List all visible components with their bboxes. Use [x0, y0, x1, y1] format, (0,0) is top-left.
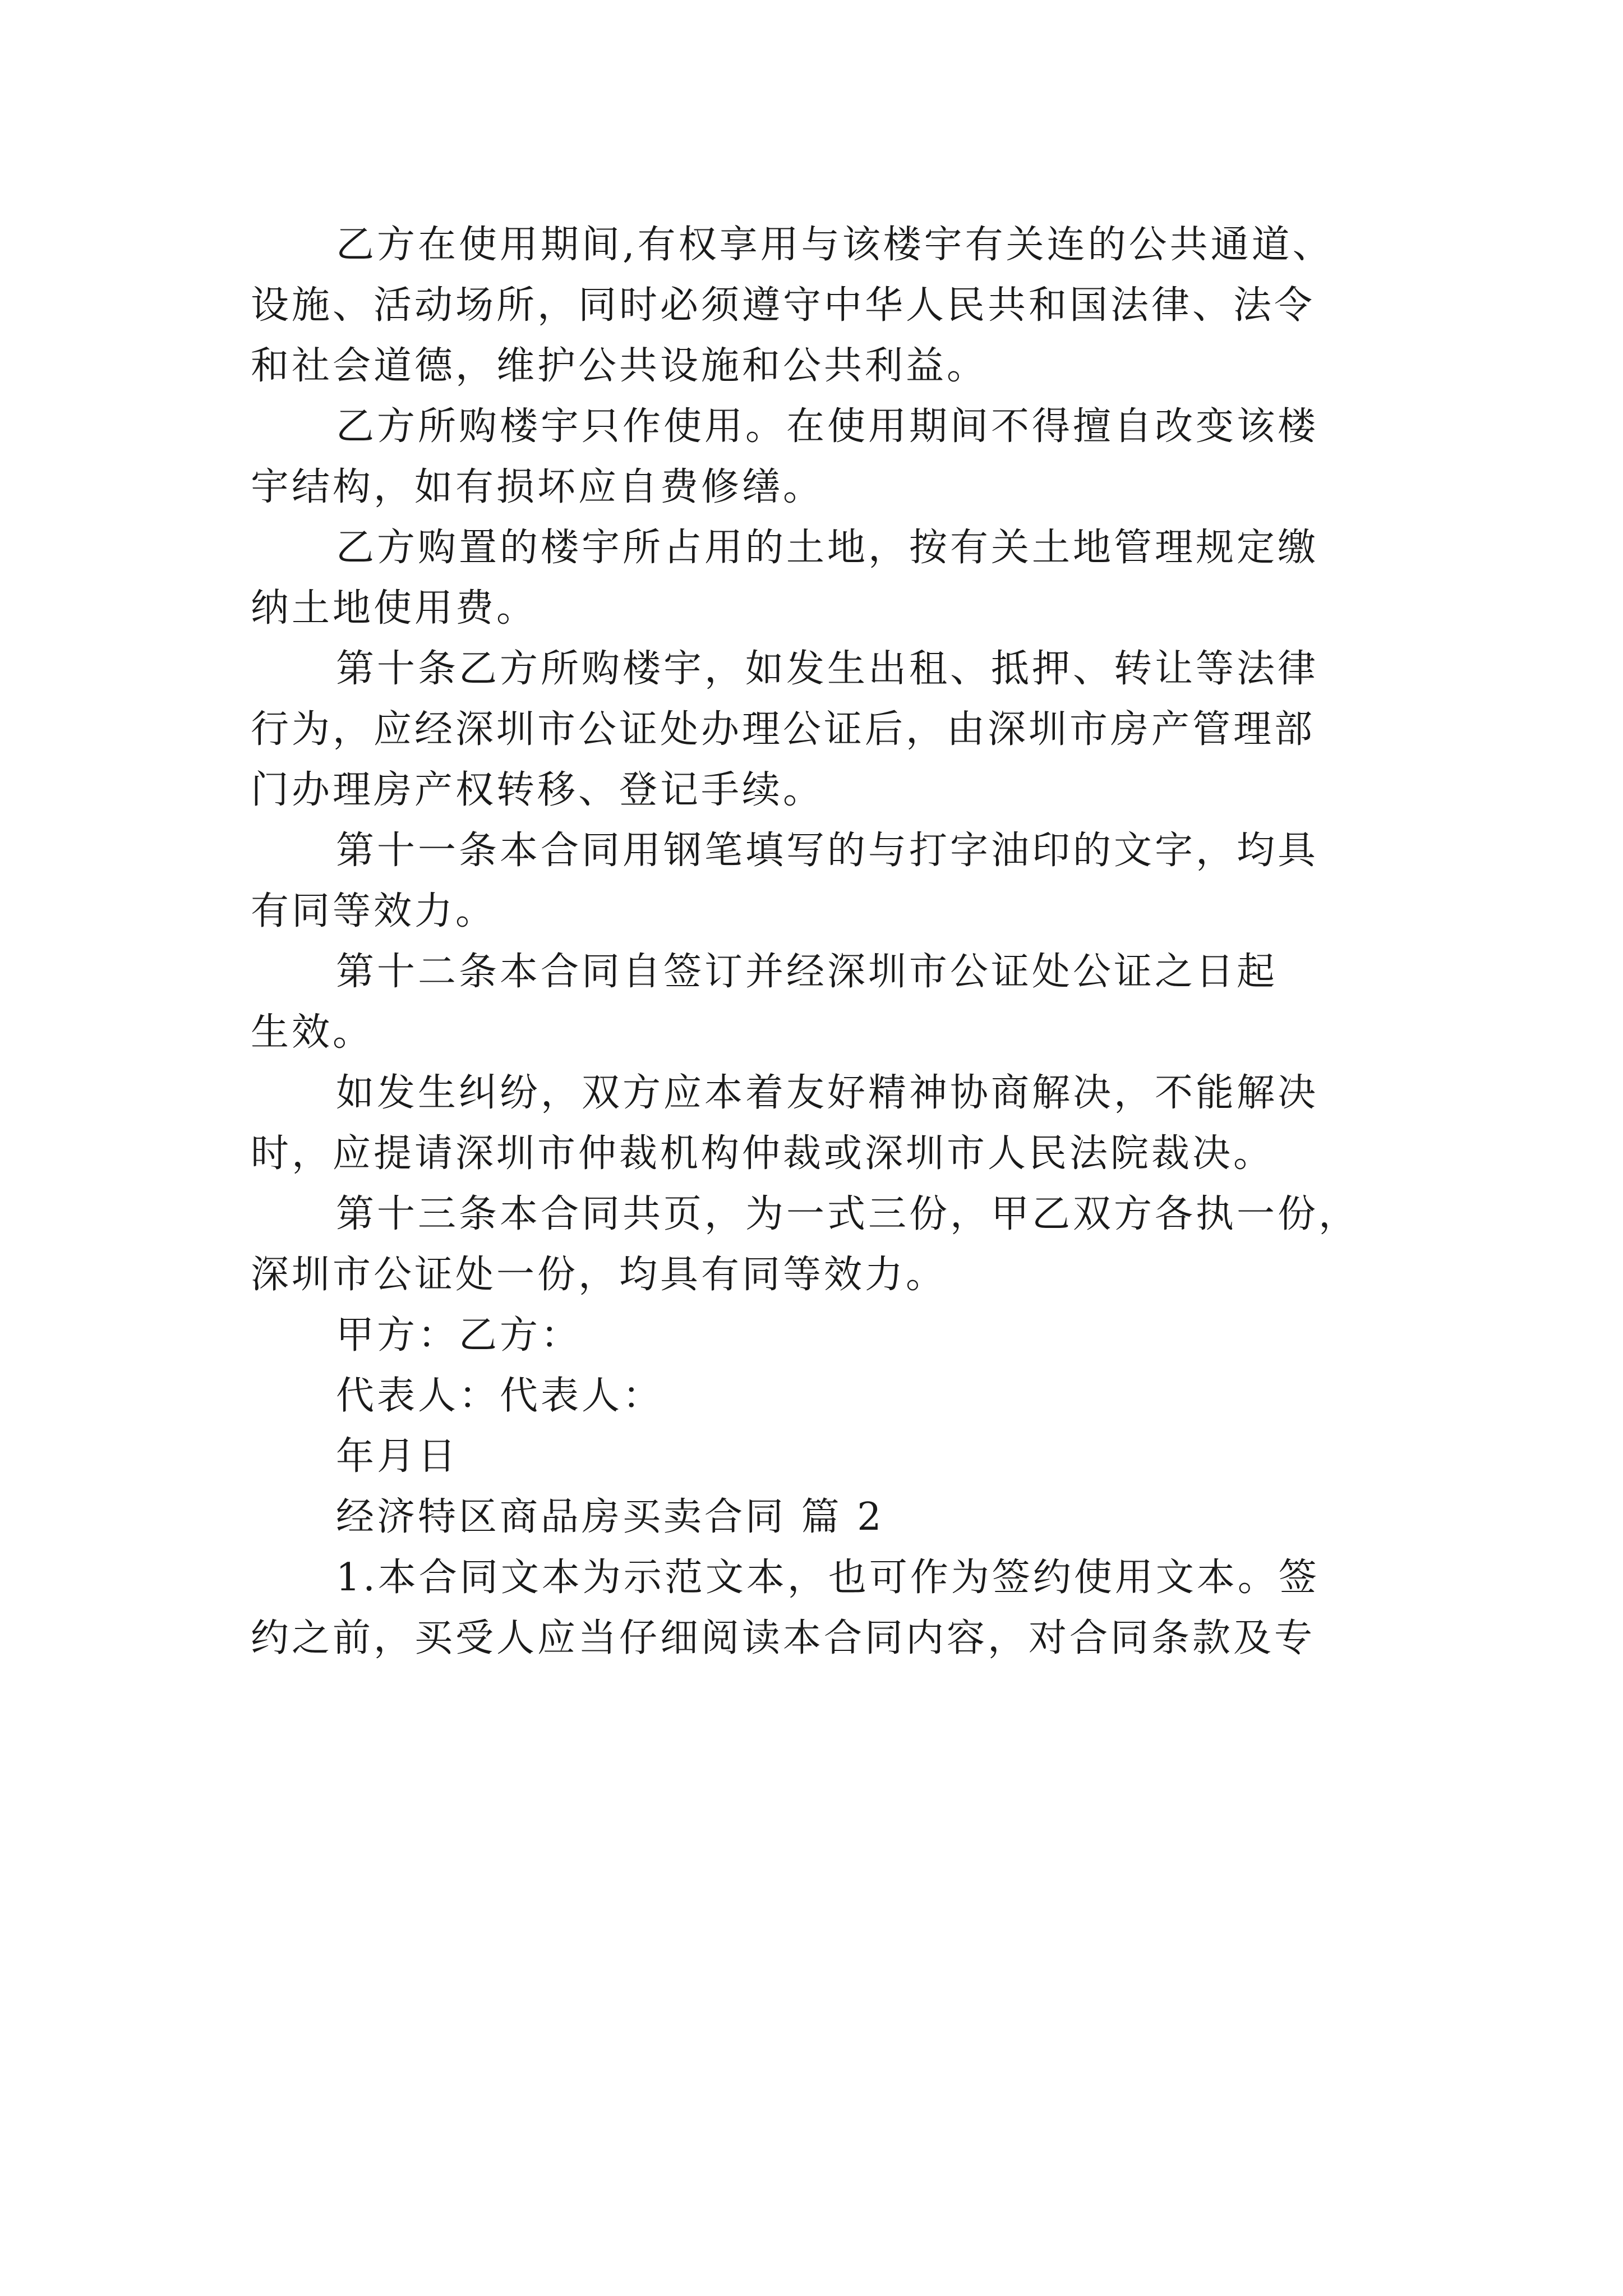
text-line: 约之前，买受人应当仔细阅读本合同内容，对合同条款及专 — [251, 1616, 1316, 1660]
section-heading: 经济特区商品房买卖合同 篇 2 — [336, 1495, 884, 1539]
text-line: 第十一条本合同用钢笔填写的与打字油印的文字，均具 — [336, 829, 1319, 873]
text-line: 乙方在使用期间,有权享用与该楼宇有关连的公共通道、 — [336, 223, 1334, 267]
text-line: 和社会道德，维护公共设施和公共利益。 — [251, 344, 988, 388]
text-line: 乙方购置的楼宇所占用的土地，按有关土地管理规定缴 — [336, 526, 1319, 570]
text-line: 纳土地使用费。 — [251, 586, 538, 631]
text-line: 第十三条本合同共页，为一式三份，甲乙双方各执一份， — [336, 1192, 1360, 1236]
text-line: 第十条乙方所购楼宇，如发生出租、抵押、转让等法律 — [336, 647, 1319, 691]
text-line: 设施、活动场所，同时必须遵守中华人民共和国法律、法令 — [251, 283, 1316, 328]
text-line: 深圳市公证处一份，均具有同等效力。 — [251, 1253, 947, 1297]
text-line: 第十二条本合同自签订并经深圳市公证处公证之日起 — [336, 950, 1278, 994]
text-line: 有同等效力。 — [251, 889, 497, 933]
text-line: 生效。 — [251, 1010, 374, 1055]
text-line: 1.本合同文本为示范文本，也可作为签约使用文本。签 — [336, 1556, 1320, 1600]
text-line: 门办理房产权转移、登记手续。 — [251, 768, 824, 812]
signature-party-line: 甲方：乙方： — [336, 1313, 582, 1358]
text-line: 行为，应经深圳市公证处办理公证后，由深圳市房产管理部 — [251, 707, 1316, 752]
text-line: 宇结构，如有损坏应自费修缮。 — [251, 465, 824, 509]
text-line: 乙方所购楼宇只作使用。在使用期间不得擅自改变该楼 — [336, 404, 1319, 449]
text-line: 如发生纠纷，双方应本着友好精神协商解决，不能解决 — [336, 1071, 1319, 1115]
contract-body-text — [251, 215, 1445, 1669]
text-line: 时，应提请深圳市仲裁机构仲裁或深圳市人民法院裁决。 — [251, 1131, 1275, 1176]
signature-date-line: 年月日 — [336, 1434, 459, 1479]
signature-representative-line: 代表人：代表人： — [336, 1374, 664, 1418]
